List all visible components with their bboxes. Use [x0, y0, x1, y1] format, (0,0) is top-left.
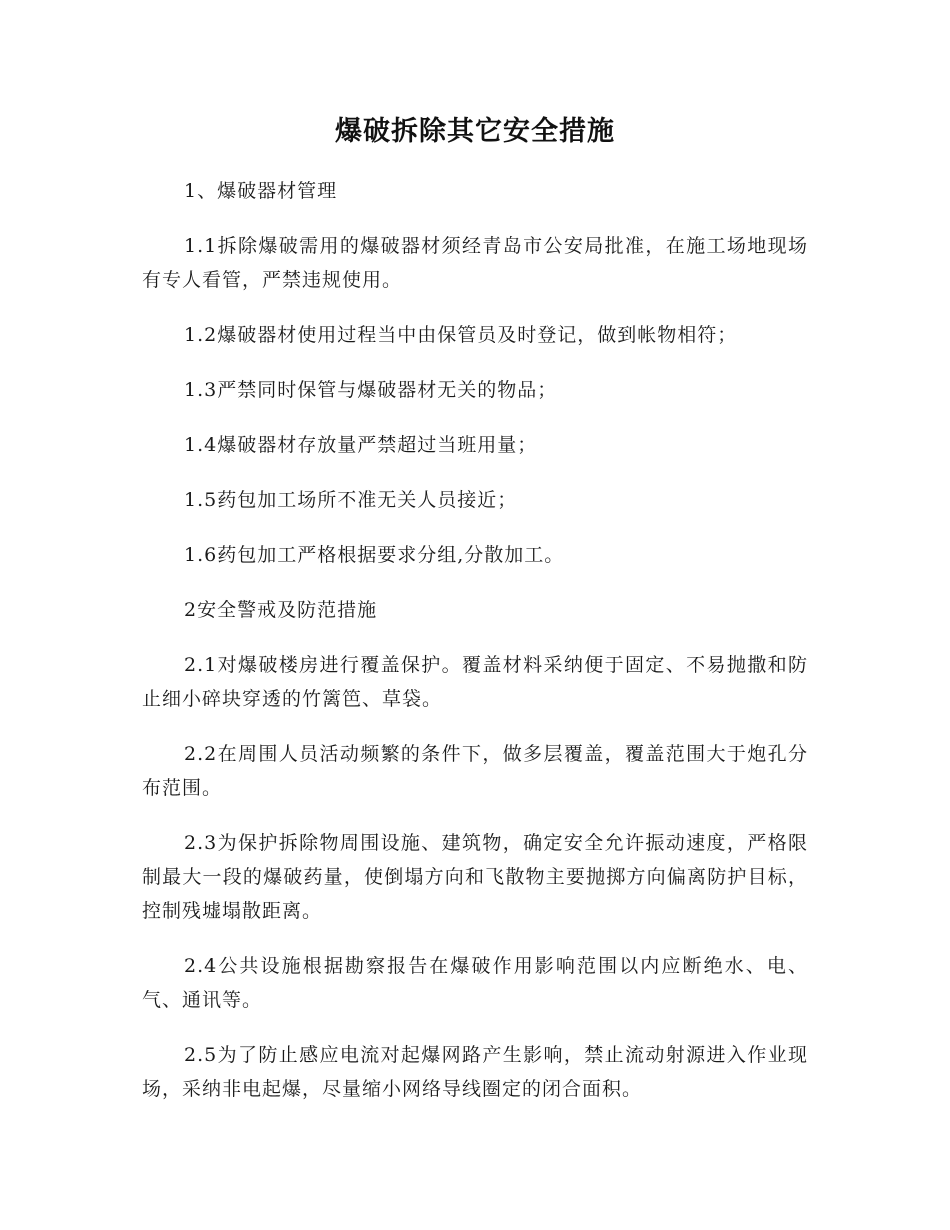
paragraph-1-1: 1.1拆除爆破需用的爆破器材须经青岛市公安局批准，在施工场地现场有专人看管，严禁违规使用。 [142, 235, 808, 291]
paragraph-1-3: 1.3严禁同时保管与爆破器材无关的物品； [184, 379, 558, 401]
paragraph-1-2: 1.2爆破器材使用过程当中由保管员及时登记，做到帐物相符； [184, 324, 738, 346]
paragraph-2-1: 2.1对爆破楼房进行覆盖保护。覆盖材料采纳便于固定、不易抛撒和防止细小碎块穿透的竹篱笆、草袋。 [142, 654, 808, 710]
paragraph-1-4: 1.4爆破器材存放量严禁超过当班用量； [184, 434, 538, 456]
paragraph-2-2: 2.2在周围人员活动频繁的条件下，做多层覆盖，覆盖范围大于炮孔分布范围。 [142, 743, 808, 799]
paragraph-2-5: 2.5为了防止感应电流对起爆网路产生影响，禁止流动射源进入作业现场，采纳非电起爆，尽量缩小网络导线圈定的闭合面积。 [142, 1044, 808, 1100]
paragraph-2-4: 2.4公共设施根据勘察报告在爆破作用影响范围以内应断绝水、电、气、通讯等。 [142, 955, 808, 1011]
paragraph-1-6: 1.6药包加工严格根据要求分组,分散加工。 [184, 544, 565, 566]
paragraph-1-5: 1.5药包加工场所不准无关人员接近； [184, 489, 518, 511]
paragraph-2-3: 2.3为保护拆除物周围设施、建筑物，确定安全允许振动速度，严格限制最大一段的爆破药量，使倒塌方向和飞散物主要抛掷方向偏离防护目标，控制残墟塌散距离。 [142, 832, 808, 922]
paragraph-1-heading: 1、爆破器材管理 [184, 180, 338, 202]
document-title: 爆破拆除其它安全措施 [335, 116, 615, 147]
paragraph-2-heading: 2安全警戒及防范措施 [184, 599, 378, 621]
